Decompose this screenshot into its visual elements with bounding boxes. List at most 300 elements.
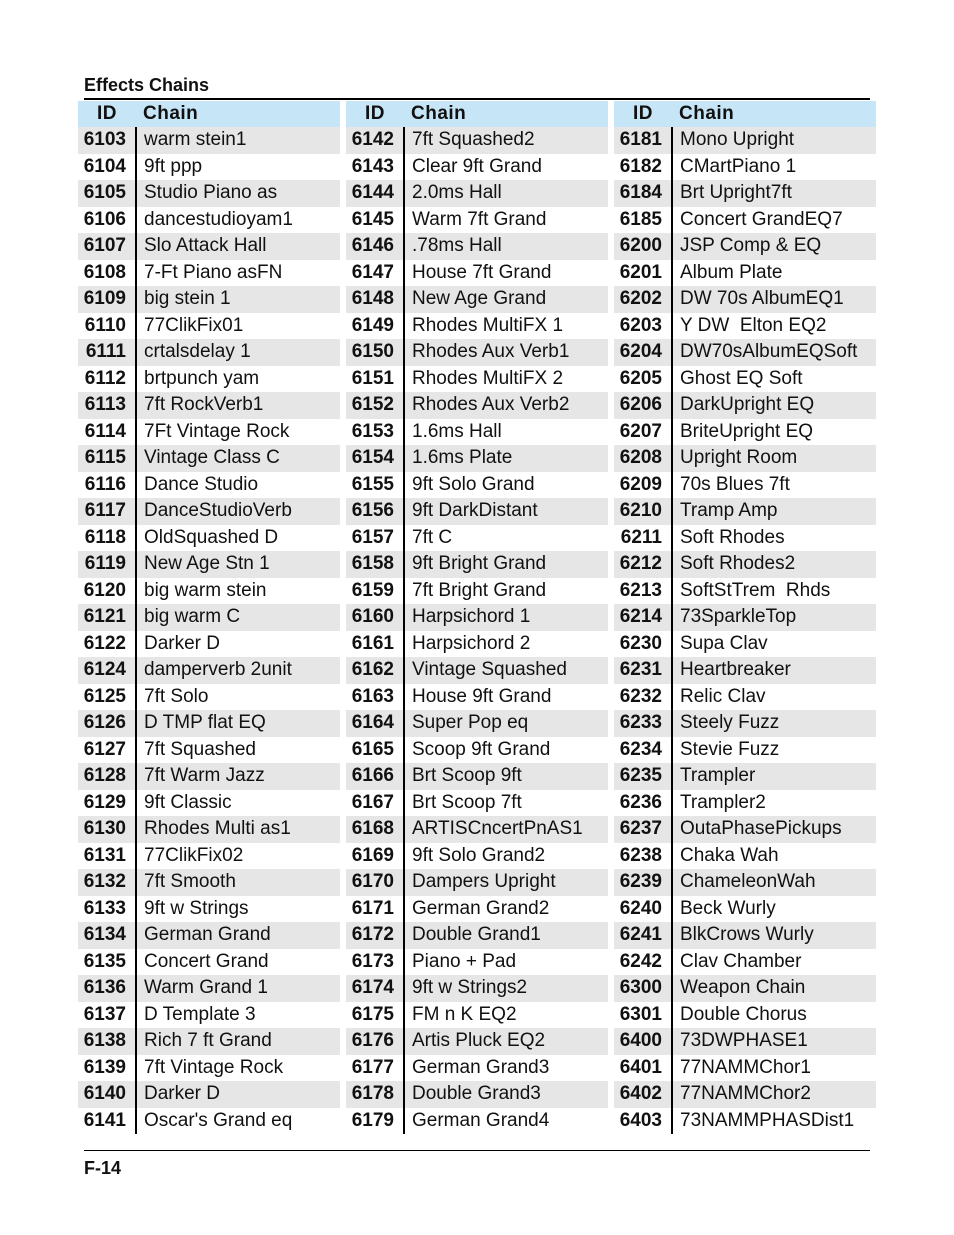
table-row (78, 233, 340, 260)
chain-id: 6179 (346, 1108, 405, 1135)
chain-name: Upright Room (680, 447, 798, 468)
chain-name: Relic Clav (680, 685, 766, 707)
chain-id: 6151 (346, 366, 405, 393)
table-row (614, 1081, 876, 1108)
table-row (614, 975, 876, 1002)
chain-id: 6114 (78, 419, 137, 446)
chain-name: DarkUpright EQ (680, 394, 815, 415)
chain-name: 7ft Smooth (144, 871, 236, 892)
chain-id: 6233 (614, 710, 673, 737)
table-row (614, 525, 876, 552)
chain-name: BlkCrows Wurly (680, 924, 814, 945)
chain-id: 6115 (78, 445, 137, 472)
chain-name: Dampers Upright (412, 871, 556, 892)
chain-name: 77ClikFix01 (144, 314, 244, 336)
chain-name: Brt Scoop 9ft (412, 765, 522, 786)
table-row (78, 737, 340, 764)
chain-name: warm stein1 (144, 129, 247, 150)
chain-name: Studio Piano as (144, 182, 278, 203)
chain-name: Piano + Pad (412, 950, 517, 972)
table-row (78, 604, 340, 631)
table-row (614, 339, 876, 366)
chain-id: 6300 (614, 975, 673, 1002)
table-row (614, 260, 876, 287)
chain-id: 6168 (346, 816, 405, 843)
chain-name: Brt Scoop 7ft (412, 791, 522, 813)
chain-name: big warm stein (144, 579, 267, 601)
table-row (346, 498, 608, 525)
chain-name: Y DW Elton EQ2 (680, 314, 827, 336)
chain-id: 6156 (346, 498, 405, 525)
chain-id: 6176 (346, 1028, 405, 1055)
chain-name: dancestudioyam1 (144, 208, 293, 230)
table-row (346, 684, 608, 711)
chain-name: 2.0ms Hall (412, 182, 502, 203)
table-row (614, 710, 876, 737)
chain-name: Slo Attack Hall (144, 235, 267, 256)
chain-id: 6146 (346, 233, 405, 260)
table-row (346, 816, 608, 843)
chain-id: 6163 (346, 684, 405, 711)
chain-name: 73NAMMPHASDist1 (680, 1109, 855, 1131)
table-row (614, 684, 876, 711)
chain-name: Soft Rhodes (680, 526, 785, 548)
chain-name: 9ft Bright Grand (412, 553, 547, 574)
table-row (78, 1081, 340, 1108)
table-row (78, 525, 340, 552)
chain-name: JSP Comp & EQ (680, 235, 822, 256)
chain-name: Warm 7ft Grand (412, 208, 547, 230)
column-rows (614, 127, 876, 1134)
chain-name: Heartbreaker (680, 659, 791, 680)
table-row (614, 154, 876, 181)
chain-name: 73DWPHASE1 (680, 1030, 808, 1051)
chain-id: 6143 (346, 154, 405, 181)
chain-id: 6214 (614, 604, 673, 631)
chain-id: 6213 (614, 578, 673, 605)
chain-name: Warm Grand 1 (144, 977, 268, 998)
table-row (614, 896, 876, 923)
chain-name: New Age Grand (412, 288, 547, 309)
table-column-2 (346, 101, 608, 1134)
chain-id: 6230 (614, 631, 673, 658)
chain-id: 6207 (614, 419, 673, 446)
table-row (346, 313, 608, 340)
chain-id: 6111 (78, 339, 137, 366)
table-row (614, 392, 876, 419)
chain-id: 6236 (614, 790, 673, 817)
chain-id: 6113 (78, 392, 137, 419)
chain-id: 6185 (614, 207, 673, 234)
table-row (346, 1108, 608, 1135)
chain-name: 7-Ft Piano asFN (144, 261, 283, 283)
table-row (614, 445, 876, 472)
chain-id: 6184 (614, 180, 673, 207)
chain-id: 6164 (346, 710, 405, 737)
chain-name: D TMP flat EQ (144, 712, 266, 733)
table-row (78, 949, 340, 976)
table-row (614, 1108, 876, 1135)
table-row (78, 180, 340, 207)
chain-id: 6301 (614, 1002, 673, 1029)
table-row (346, 578, 608, 605)
chain-id: 6181 (614, 127, 673, 154)
chain-id: 6112 (78, 366, 137, 393)
table-row (614, 1002, 876, 1029)
chain-id: 6200 (614, 233, 673, 260)
chain-id: 6139 (78, 1055, 137, 1082)
table-row (346, 896, 608, 923)
chain-id: 6239 (614, 869, 673, 896)
chain-id: 6401 (614, 1055, 673, 1082)
table-row (614, 1055, 876, 1082)
chain-id: 6141 (78, 1108, 137, 1135)
table-row (614, 551, 876, 578)
chain-name: Double Grand1 (412, 924, 541, 945)
chain-id: 6158 (346, 551, 405, 578)
chain-id: 6106 (78, 207, 137, 234)
chain-name: Super Pop eq (412, 712, 529, 733)
chain-id: 6150 (346, 339, 405, 366)
chain-id: 6149 (346, 313, 405, 340)
chain-id: 6240 (614, 896, 673, 923)
chain-id: 6202 (614, 286, 673, 313)
table-row (78, 922, 340, 949)
chain-name: Oscar's Grand eq (144, 1109, 293, 1131)
table-row (614, 419, 876, 446)
table-row (346, 710, 608, 737)
table-row (614, 737, 876, 764)
table-row (346, 180, 608, 207)
chain-name: DW70sAlbumEQSoft (680, 341, 858, 362)
chain-name: Rhodes Aux Verb2 (412, 394, 570, 415)
chain-id: 6203 (614, 313, 673, 340)
table-row (346, 975, 608, 1002)
table-row (78, 1002, 340, 1029)
chain-name: 1.6ms Plate (412, 447, 513, 468)
chain-name: 70s Blues 7ft (680, 473, 790, 495)
chain-id: 6135 (78, 949, 137, 976)
chain-id: 6133 (78, 896, 137, 923)
chain-id: 6140 (78, 1081, 137, 1108)
chain-id: 6121 (78, 604, 137, 631)
chain-name: 9ft DarkDistant (412, 500, 538, 521)
chain-name: German Grand3 (412, 1056, 550, 1078)
table-row (78, 816, 340, 843)
table-row (614, 127, 876, 154)
column-rows (346, 127, 608, 1134)
chain-name: Darker D (144, 1083, 221, 1104)
chain-name: 9ft Classic (144, 791, 232, 813)
chain-name: 73SparkleTop (680, 606, 797, 627)
table-row (78, 260, 340, 287)
table-row (78, 286, 340, 313)
table-row (346, 604, 608, 631)
table-row (78, 657, 340, 684)
chain-name: House 9ft Grand (412, 685, 552, 707)
table-row (346, 922, 608, 949)
table-row (346, 869, 608, 896)
table-row (346, 737, 608, 764)
table-row (614, 233, 876, 260)
chain-id: 6152 (346, 392, 405, 419)
table-column-1 (78, 101, 340, 1134)
chain-id: 6400 (614, 1028, 673, 1055)
table-row (614, 657, 876, 684)
table-row (78, 790, 340, 817)
chain-name: CMartPiano 1 (680, 155, 797, 177)
chain-name: 9ft w Strings2 (412, 977, 528, 998)
chain-id: 6165 (346, 737, 405, 764)
table-row (78, 207, 340, 234)
table-row (78, 498, 340, 525)
chain-id: 6126 (78, 710, 137, 737)
table-row (346, 366, 608, 393)
table-row (346, 763, 608, 790)
chain-id: 6206 (614, 392, 673, 419)
chain-id: 6118 (78, 525, 137, 552)
chain-id: 6154 (346, 445, 405, 472)
table-row (78, 472, 340, 499)
table-row (614, 843, 876, 870)
chain-name: Mono Upright (680, 129, 795, 150)
chain-name: big stein 1 (144, 288, 231, 309)
chain-id: 6108 (78, 260, 137, 287)
chain-name: Vintage Class C (144, 447, 280, 468)
table-row (346, 472, 608, 499)
chain-name: Concert GrandEQ7 (680, 208, 843, 230)
chain-id: 6109 (78, 286, 137, 313)
chain-name: FM n K EQ2 (412, 1003, 517, 1025)
chain-name: Ghost EQ Soft (680, 367, 803, 389)
chain-name: Harpsichord 1 (412, 606, 531, 627)
chain-id: 6147 (346, 260, 405, 287)
table-row (346, 286, 608, 313)
chain-id: 6144 (346, 180, 405, 207)
chain-id: 6170 (346, 869, 405, 896)
table-row (78, 1028, 340, 1055)
table-row (346, 631, 608, 658)
chain-id: 6128 (78, 763, 137, 790)
chain-name: 7ft Bright Grand (412, 579, 547, 601)
table-row (346, 339, 608, 366)
table-row (346, 419, 608, 446)
table-row (78, 551, 340, 578)
table-row (78, 154, 340, 181)
chain-name: Steely Fuzz (680, 712, 780, 733)
chain-id: 6117 (78, 498, 137, 525)
table-row (614, 578, 876, 605)
chain-id: 6142 (346, 127, 405, 154)
chain-id: 6116 (78, 472, 137, 499)
table-row (346, 127, 608, 154)
chain-name: German Grand4 (412, 1109, 550, 1131)
chain-name: .78ms Hall (412, 235, 502, 256)
chain-name: Soft Rhodes2 (680, 553, 796, 574)
table-row (614, 631, 876, 658)
chain-name: Scoop 9ft Grand (412, 738, 551, 760)
title-divider (84, 98, 870, 100)
chain-name: Rich 7 ft Grand (144, 1030, 272, 1051)
chain-name: BriteUpright EQ (680, 420, 814, 442)
chain-id: 6129 (78, 790, 137, 817)
chain-id: 6104 (78, 154, 137, 181)
column-rows (78, 127, 340, 1134)
table-row (78, 869, 340, 896)
chain-id: 6167 (346, 790, 405, 817)
chain-name: brtpunch yam (144, 367, 260, 389)
header-id: ID (97, 103, 117, 124)
chain-id: 6162 (346, 657, 405, 684)
table-row (78, 684, 340, 711)
chain-name: crtalsdelay 1 (144, 341, 251, 362)
chain-id: 6153 (346, 419, 405, 446)
chain-name: 7ft Vintage Rock (144, 1056, 284, 1078)
page-number: F-14 (84, 1158, 122, 1178)
chain-name: Stevie Fuzz (680, 738, 780, 760)
table-row (346, 154, 608, 181)
chain-name: German Grand2 (412, 897, 550, 919)
chain-name: 7ft C (412, 526, 453, 548)
chain-id: 6209 (614, 472, 673, 499)
chain-id: 6131 (78, 843, 137, 870)
table-row (614, 949, 876, 976)
chain-id: 6238 (614, 843, 673, 870)
chain-name: Chaka Wah (680, 844, 779, 866)
chain-id: 6235 (614, 763, 673, 790)
chain-id: 6155 (346, 472, 405, 499)
header-chain: Chain (679, 103, 735, 124)
table-row (614, 790, 876, 817)
table-row (346, 260, 608, 287)
chain-name: Darker D (144, 632, 221, 654)
table-row (346, 843, 608, 870)
section-title: Effects Chains (84, 75, 210, 95)
table-row (78, 419, 340, 446)
chain-name: OutaPhasePickups (680, 818, 842, 839)
chain-id: 6402 (614, 1081, 673, 1108)
chain-id: 6234 (614, 737, 673, 764)
table-row (78, 975, 340, 1002)
chain-id: 6166 (346, 763, 405, 790)
table-row (346, 551, 608, 578)
table-row (614, 472, 876, 499)
chain-name: Weapon Chain (680, 977, 806, 998)
chain-id: 6138 (78, 1028, 137, 1055)
table-row (78, 710, 340, 737)
table-row (78, 763, 340, 790)
chain-id: 6175 (346, 1002, 405, 1029)
chain-name: big warm C (144, 606, 241, 627)
chain-name: Rhodes MultiFX 1 (412, 314, 564, 336)
table-row (346, 1055, 608, 1082)
chain-id: 6205 (614, 366, 673, 393)
chain-id: 6130 (78, 816, 137, 843)
table-row (614, 286, 876, 313)
table-row (346, 233, 608, 260)
chain-name: 7Ft Vintage Rock (144, 420, 290, 442)
chain-id: 6403 (614, 1108, 673, 1135)
chain-id: 6148 (346, 286, 405, 313)
chain-id: 6169 (346, 843, 405, 870)
chain-name: SoftStTrem Rhds (680, 579, 831, 601)
chain-id: 6210 (614, 498, 673, 525)
chain-id: 6161 (346, 631, 405, 658)
chain-name: Clear 9ft Grand (412, 155, 542, 177)
chain-name: Tramp Amp (680, 500, 778, 521)
chain-name: 9ft ppp (144, 155, 203, 177)
chain-name: Trampler (680, 765, 756, 786)
chain-name: Harpsichord 2 (412, 632, 531, 654)
chain-id: 6204 (614, 339, 673, 366)
chain-name: 1.6ms Hall (412, 420, 502, 442)
chain-id: 6171 (346, 896, 405, 923)
table-row (78, 1108, 340, 1135)
table-row (346, 657, 608, 684)
chain-name: Concert Grand (144, 950, 269, 972)
chain-id: 6212 (614, 551, 673, 578)
chain-name: Rhodes Multi as1 (144, 818, 291, 839)
table-row (614, 1028, 876, 1055)
table-row (614, 604, 876, 631)
chain-name: Album Plate (680, 261, 783, 283)
chain-id: 6237 (614, 816, 673, 843)
chain-id: 6127 (78, 737, 137, 764)
chain-id: 6125 (78, 684, 137, 711)
chain-id: 6137 (78, 1002, 137, 1029)
table-row (614, 366, 876, 393)
chain-id: 6119 (78, 551, 137, 578)
chain-name: ChameleonWah (680, 871, 816, 892)
table-row (614, 763, 876, 790)
chain-id: 6105 (78, 180, 137, 207)
table-row (614, 869, 876, 896)
chain-name: Supa Clav (680, 632, 768, 654)
chain-id: 6157 (346, 525, 405, 552)
chain-id: 6232 (614, 684, 673, 711)
chain-name: 77ClikFix02 (144, 844, 244, 866)
table-row (614, 180, 876, 207)
table-row (614, 816, 876, 843)
table-row (78, 366, 340, 393)
chain-id: 6107 (78, 233, 137, 260)
header-id: ID (365, 103, 385, 124)
table-row (614, 922, 876, 949)
chain-name: 7ft Squashed (144, 738, 256, 760)
table-row (346, 949, 608, 976)
chain-name: DanceStudioVerb (144, 500, 292, 521)
chain-id: 6208 (614, 445, 673, 472)
chain-id: 6124 (78, 657, 137, 684)
chain-id: 6110 (78, 313, 137, 340)
chain-name: German Grand (144, 924, 271, 945)
chain-name: damperverb 2unit (144, 659, 292, 680)
chain-id: 6201 (614, 260, 673, 287)
chain-name: 77NAMMChor1 (680, 1056, 811, 1078)
chain-name: New Age Stn 1 (144, 553, 270, 574)
table-row (614, 207, 876, 234)
chain-id: 6182 (614, 154, 673, 181)
chain-name: Double Grand3 (412, 1083, 541, 1104)
chain-id: 6160 (346, 604, 405, 631)
chain-id: 6241 (614, 922, 673, 949)
chain-id: 6242 (614, 949, 673, 976)
table-row (78, 313, 340, 340)
chain-id: 6178 (346, 1081, 405, 1108)
chain-name: House 7ft Grand (412, 261, 552, 283)
chain-name: Artis Pluck EQ2 (412, 1030, 546, 1051)
chain-name: Trampler2 (680, 791, 766, 813)
